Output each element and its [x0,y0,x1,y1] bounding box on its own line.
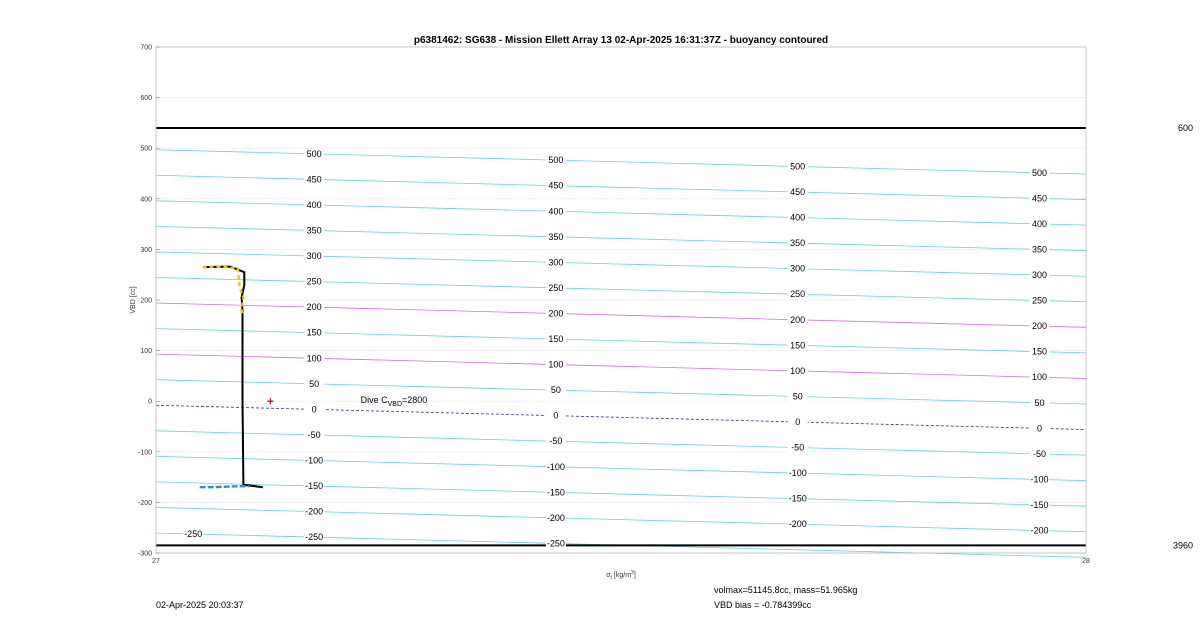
contour-label: -50 [791,442,805,453]
contour-label: -200 [546,512,565,523]
contour-label: 200 [306,302,322,313]
contour-label: 300 [1031,270,1048,281]
contour-line--200 [156,507,1086,531]
contour-label: -250 [184,528,203,539]
contour-label: -200 [1030,525,1049,536]
series-line-2 [200,486,249,487]
contour-label: 200 [790,314,806,325]
axes [138,45,1090,566]
contour-label: 150 [548,334,564,345]
contour-label: 50 [550,385,561,396]
contour-line-50 [156,380,1086,404]
contour-label: 400 [306,199,322,210]
contour-label: -50 [549,436,563,447]
annotation-sub: VBD [387,401,403,409]
contour-label: 300 [790,263,806,274]
contour-label: 0 [311,404,317,415]
x-axis-label [606,570,636,581]
contour-line-300 [156,252,1086,276]
footer-volmax: volmax=51145.8cc, mass=51.965kg [714,585,858,595]
contour-line-350 [156,226,1086,250]
chart-title: p6381462: SG638 - Mission Ellett Array 13 02-Apr-2025 16:31:37Z - buoyancy contoured [413,35,829,46]
y-tick-label: -100 [137,449,152,457]
contour-label: -150 [546,487,565,498]
contour-line-200 [156,303,1086,327]
contour-line--50 [156,431,1086,455]
contour-label: 250 [790,289,806,300]
contour-label: -150 [305,481,324,492]
y-tick-label: 0 [148,398,152,406]
contour-label: 100 [306,353,322,364]
contour-label: 150 [1031,346,1048,357]
annotation-main: Dive C [360,395,388,406]
x-label-units: [kg/m [613,572,632,579]
contour-label: 350 [548,231,564,242]
contour-label: 450 [790,187,806,198]
y-tick-label: 200 [140,297,152,305]
y-tick-label: -200 [137,499,152,507]
contour-line--100 [156,456,1086,480]
y-tick-label: 600 [140,95,152,103]
contour-label: 450 [1031,193,1048,204]
contour-label: 500 [1031,167,1048,178]
contour-label: -150 [788,493,807,504]
contour-label: 50 [309,378,320,389]
contour-label: 100 [790,365,806,376]
contour-label: 400 [790,212,806,223]
y-tick-label: 400 [140,196,152,204]
contour-label: 100 [548,359,564,370]
footer-vbd-bias: VBD bias = -0.784399cc [714,600,812,610]
contour-label: 500 [306,148,322,159]
contour-label: 350 [306,225,322,236]
contour-label: -250 [546,538,565,549]
contour-line-150 [156,329,1086,353]
contour-label: 0 [795,417,801,428]
y-tick-label: 500 [140,145,152,153]
contour-label: -200 [788,519,807,530]
contour-label: 250 [1031,295,1048,306]
contour-line-450 [156,175,1086,199]
contour-label: 300 [548,257,564,268]
x-tick-label: 27 [152,558,160,565]
contour-label: 200 [548,308,564,319]
contour-label: 350 [1031,244,1048,255]
series-line-1 [203,267,244,316]
contour-label: 450 [548,180,564,191]
y-tick-label: 700 [140,44,152,52]
contour-line-100 [156,354,1086,378]
contour-label: -150 [1030,499,1049,510]
contour-label: 450 [306,174,322,185]
footer-timestamp: 02-Apr-2025 20:03:37 [156,600,244,610]
contour-label: 400 [1031,218,1048,229]
contour-label: -50 [307,429,321,440]
contour-label: -100 [305,455,324,466]
x-label-sub: t [610,575,612,581]
contour-line-500 [156,150,1086,174]
contour-line-400 [156,201,1086,225]
contour-label: 300 [306,251,322,262]
contour-label: 250 [548,282,564,293]
y-axis-label: VBD [cc] [130,286,137,314]
reference-line-label: 3960 [1172,540,1193,551]
contour-line-0 [156,405,1086,429]
contour-label: 350 [790,238,806,249]
contour-label: 50 [1034,397,1045,408]
dive-cvbd-annotation [361,395,428,408]
contour-label: 50 [792,391,803,402]
contour-label: 0 [1036,423,1043,434]
marker-plus [267,398,273,404]
reference-line-label: 600 [1177,122,1193,133]
x-label-close: ] [633,572,636,579]
contour-label: 400 [548,206,564,217]
contour-label: -100 [546,461,565,472]
y-tick-label: 300 [140,246,152,254]
x-tick-label: 28 [1082,558,1090,565]
contour-label: -200 [305,506,324,517]
contour-label: -100 [1030,474,1049,485]
contour-label: 500 [548,155,564,166]
annotation-rest: =2800 [402,395,428,406]
contour-label: -100 [788,468,807,479]
contour-label: 250 [306,276,322,287]
contour-label: 200 [1031,321,1048,332]
contour-label: 500 [790,161,806,172]
contour-label: 150 [790,340,806,351]
contour-line-250 [156,277,1086,301]
y-tick-label: 100 [140,348,152,356]
contour-label: -50 [1032,448,1047,459]
contour-label: -250 [305,532,324,543]
x-label-sigma: σ [606,572,611,579]
x-label-sup: 3 [631,570,634,576]
contour-label: 0 [553,410,559,421]
contour-label: 150 [306,327,322,338]
y-tick-label: -300 [137,550,152,558]
contour-label: 100 [1031,372,1048,383]
contour-lines [156,150,1086,558]
